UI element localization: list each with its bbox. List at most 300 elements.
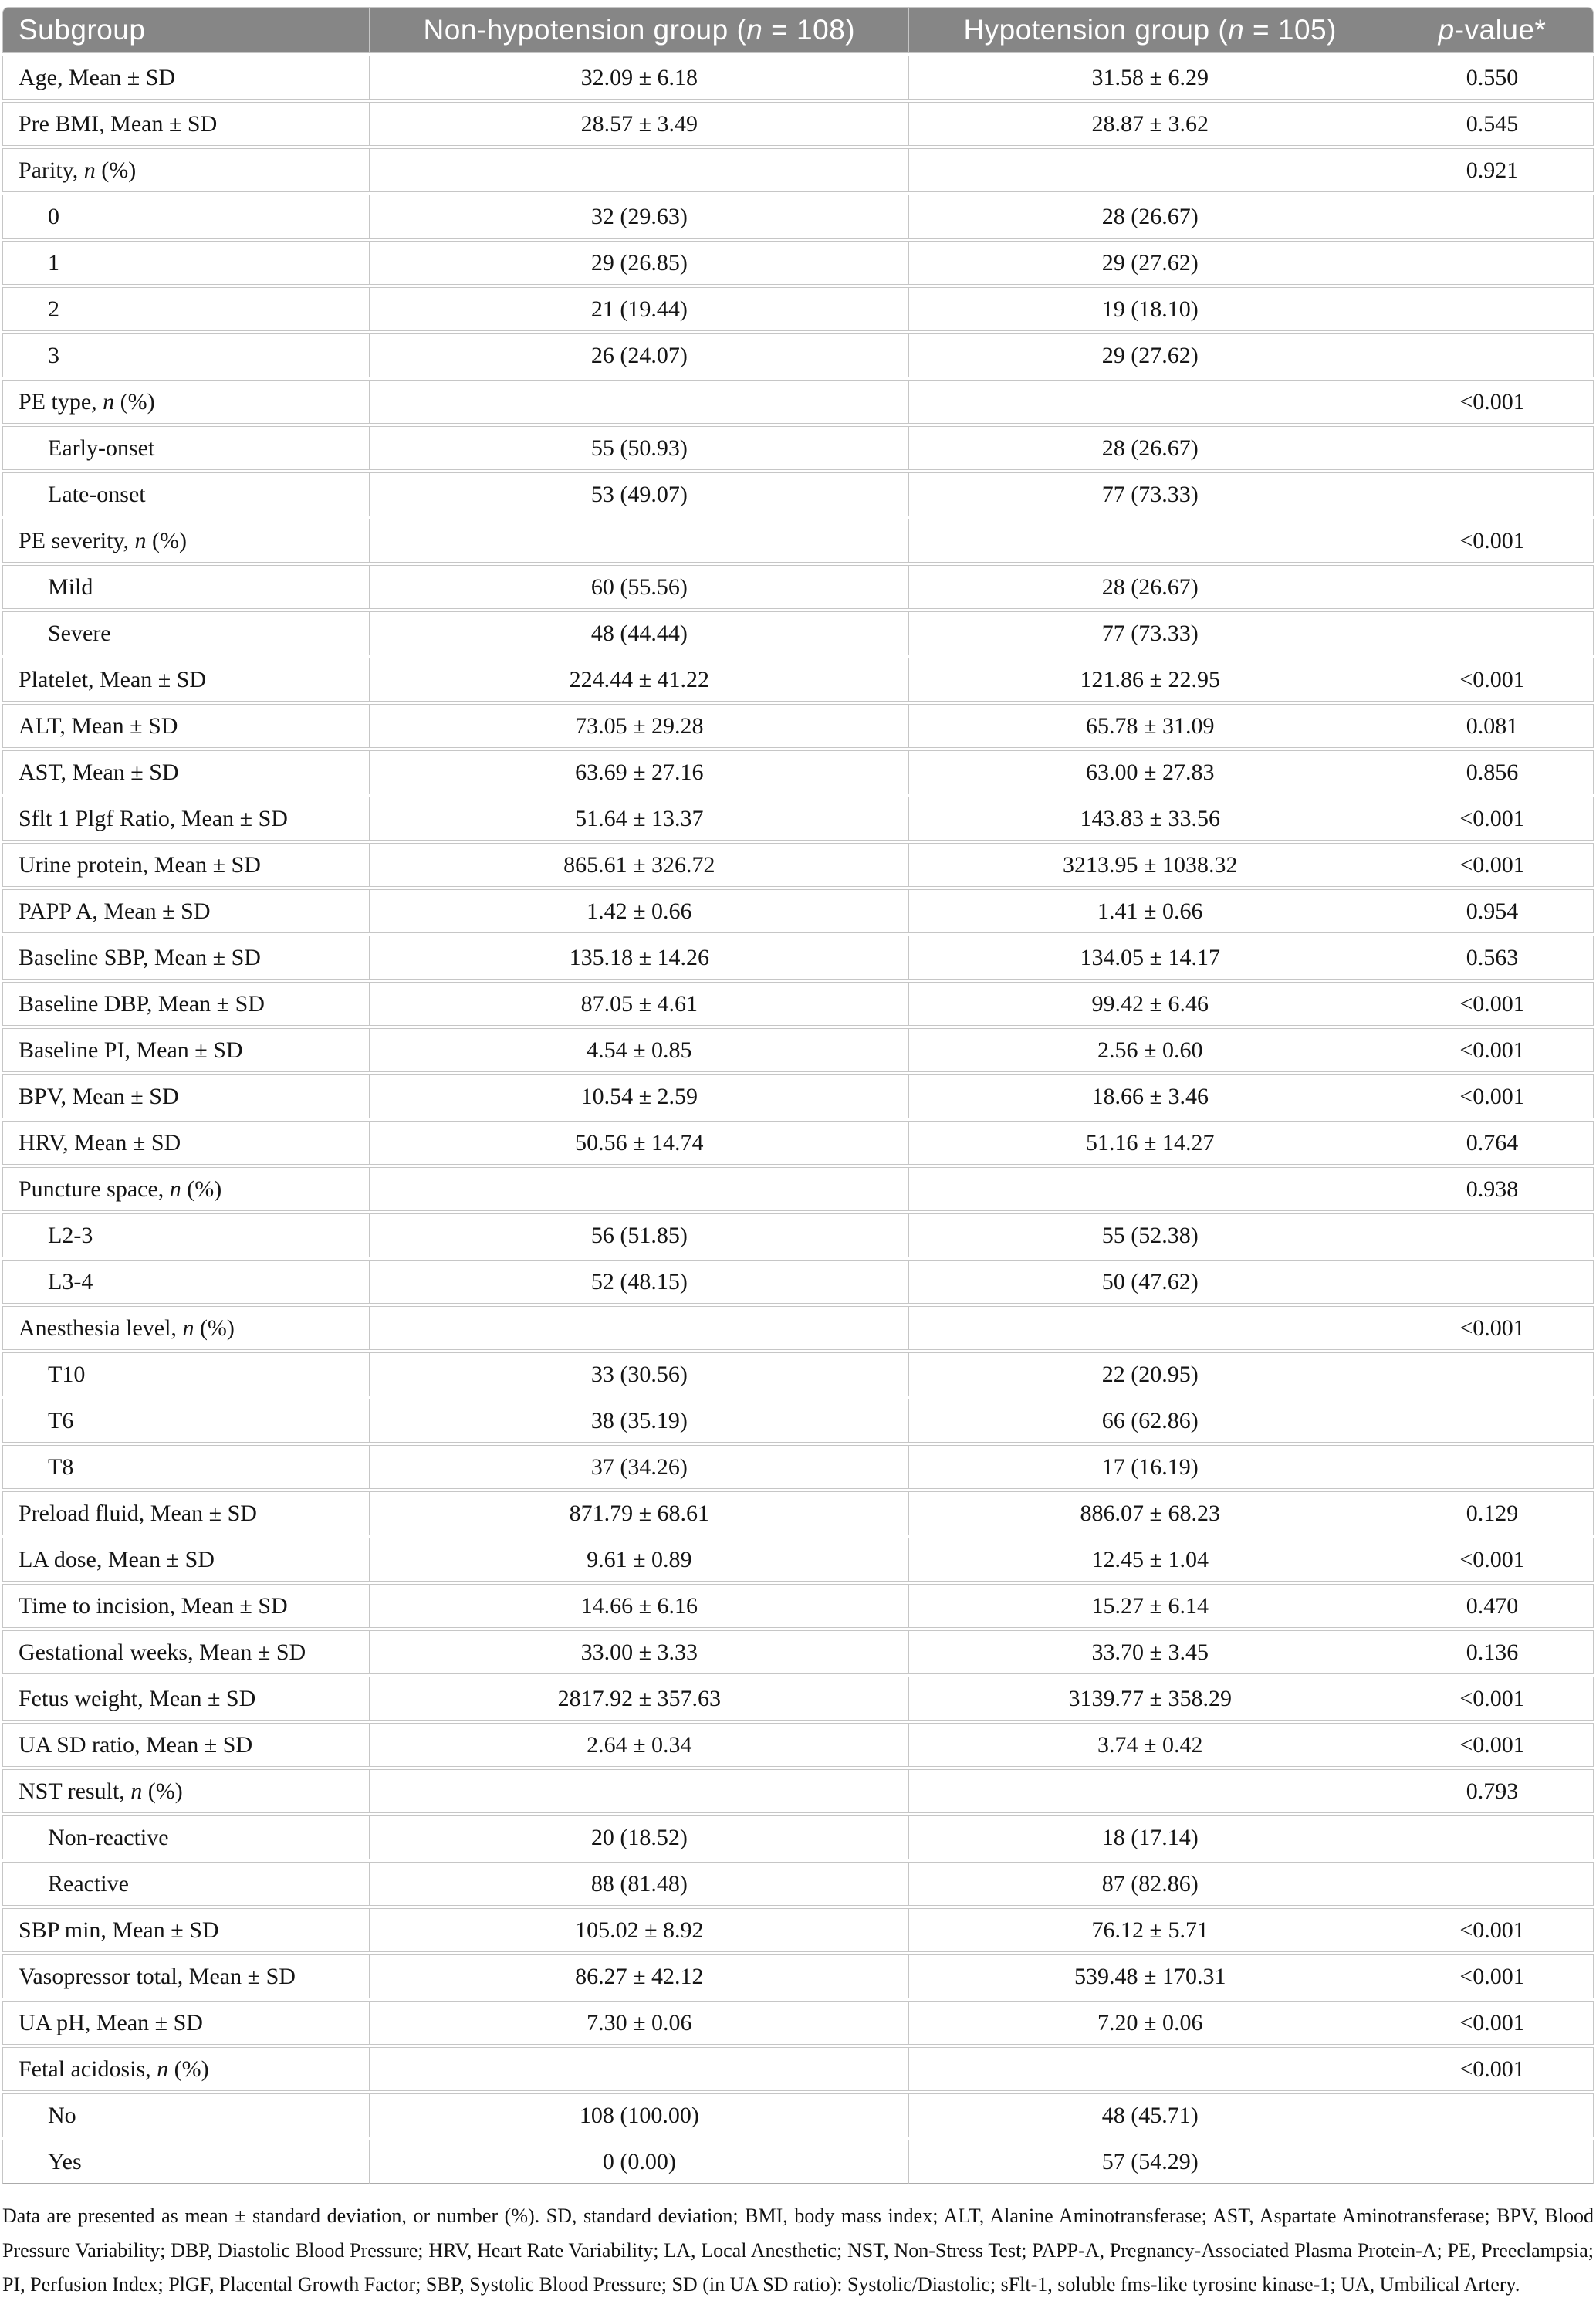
table-row	[2, 1954, 1594, 1998]
non-hypotension-value: 21 (19.44)	[370, 287, 909, 331]
hypotension-value	[909, 519, 1391, 563]
non-hypotension-value: 87.05 ± 4.61	[370, 982, 909, 1026]
italic-term: n	[134, 527, 147, 553]
non-hypotension-value: 73.05 ± 29.28	[370, 704, 909, 748]
text-segment: Vasopressor total, Mean ± SD	[19, 1963, 296, 1989]
p-value	[1391, 472, 1594, 516]
italic-term: n	[1228, 14, 1245, 46]
group-comparison-table	[2, 5, 1594, 2187]
hypotension-value: 134.05 ± 14.17	[909, 936, 1391, 980]
text-segment: Baseline DBP, Mean ± SD	[19, 990, 265, 1017]
p-value: 0.954	[1391, 889, 1594, 933]
text-segment: ALT, Mean ± SD	[19, 712, 178, 739]
non-hypotension-value	[370, 148, 909, 192]
italic-term: n	[83, 157, 96, 183]
table-figure	[2, 5, 1594, 2303]
table-row	[2, 1723, 1594, 1767]
p-value	[1391, 1815, 1594, 1859]
non-hypotension-value: 105.02 ± 8.92	[370, 1908, 909, 1952]
non-hypotension-value: 7.30 ± 0.06	[370, 2001, 909, 2045]
table-row	[2, 797, 1594, 841]
text-segment: NST result,	[19, 1778, 131, 1804]
non-hypotension-value: 1.42 ± 0.66	[370, 889, 909, 933]
text-segment: Yes	[48, 2148, 82, 2174]
non-hypotension-value: 50.56 ± 14.74	[370, 1121, 909, 1165]
italic-term: n	[157, 2056, 169, 2082]
hypotension-value: 12.45 ± 1.04	[909, 1538, 1391, 1582]
table-row	[2, 1862, 1594, 1906]
text-segment: T10	[48, 1361, 86, 1387]
text-segment: (%)	[181, 1176, 222, 1202]
row-label	[2, 889, 370, 933]
text-segment: HRV, Mean ± SD	[19, 1129, 181, 1156]
non-hypotension-value: 56 (51.85)	[370, 1213, 909, 1257]
text-segment: = 108)	[762, 14, 856, 46]
text-segment: L3-4	[48, 1268, 93, 1294]
text-segment: 3	[48, 342, 59, 368]
table-row	[2, 102, 1594, 146]
text-segment: T6	[48, 1407, 74, 1433]
row-label	[2, 1769, 370, 1813]
table-row	[2, 241, 1594, 285]
non-hypotension-value: 32 (29.63)	[370, 195, 909, 239]
p-value: 0.081	[1391, 704, 1594, 748]
row-label	[2, 843, 370, 887]
column-header-subgroup	[2, 7, 370, 53]
hypotension-value	[909, 1167, 1391, 1211]
table-row	[2, 704, 1594, 748]
hypotension-value	[909, 2047, 1391, 2091]
p-value	[1391, 1352, 1594, 1396]
p-value: <0.001	[1391, 658, 1594, 702]
hypotension-value: 77 (73.33)	[909, 611, 1391, 655]
text-segment: PE severity,	[19, 527, 135, 553]
p-value: <0.001	[1391, 2001, 1594, 2045]
hypotension-value: 63.00 ± 27.83	[909, 750, 1391, 794]
hypotension-value	[909, 1306, 1391, 1350]
row-label	[2, 982, 370, 1026]
row-label	[2, 658, 370, 702]
non-hypotension-value	[370, 2047, 909, 2091]
table-row	[2, 750, 1594, 794]
text-segment: Severe	[48, 620, 111, 646]
row-sublabel	[2, 2093, 370, 2137]
table-row	[2, 1121, 1594, 1165]
non-hypotension-value	[370, 1769, 909, 1813]
p-value	[1391, 2140, 1594, 2184]
row-sublabel	[2, 472, 370, 516]
hypotension-value: 2.56 ± 0.60	[909, 1028, 1391, 1072]
p-value: 0.129	[1391, 1491, 1594, 1535]
row-label	[2, 1121, 370, 1165]
hypotension-value: 18.66 ± 3.46	[909, 1074, 1391, 1118]
p-value: <0.001	[1391, 797, 1594, 841]
hypotension-value: 31.58 ± 6.29	[909, 56, 1391, 100]
hypotension-value: 19 (18.10)	[909, 287, 1391, 331]
table-row	[2, 472, 1594, 516]
text-segment: Fetus weight, Mean ± SD	[19, 1685, 256, 1711]
non-hypotension-value	[370, 1306, 909, 1350]
non-hypotension-value: 33 (30.56)	[370, 1352, 909, 1396]
table-row	[2, 936, 1594, 980]
row-label	[2, 1723, 370, 1767]
text-segment: Baseline PI, Mean ± SD	[19, 1037, 243, 1063]
p-value: 0.563	[1391, 936, 1594, 980]
text-segment: Preload fluid, Mean ± SD	[19, 1500, 257, 1526]
row-sublabel	[2, 1445, 370, 1489]
non-hypotension-value: 53 (49.07)	[370, 472, 909, 516]
hypotension-value: 57 (54.29)	[909, 2140, 1391, 2184]
hypotension-value: 28 (26.67)	[909, 426, 1391, 470]
non-hypotension-value: 2.64 ± 0.34	[370, 1723, 909, 1767]
text-segment: Non-reactive	[48, 1824, 169, 1850]
row-sublabel	[2, 195, 370, 239]
table-row	[2, 1815, 1594, 1859]
row-label	[2, 1028, 370, 1072]
text-segment: UA pH, Mean ± SD	[19, 2009, 203, 2035]
non-hypotension-value: 48 (44.44)	[370, 611, 909, 655]
row-label	[2, 1584, 370, 1628]
p-value	[1391, 426, 1594, 470]
hypotension-value: 17 (16.19)	[909, 1445, 1391, 1489]
text-segment: 0	[48, 203, 59, 229]
text-segment: Subgroup	[19, 14, 146, 46]
table-row	[2, 1538, 1594, 1582]
p-value: 0.856	[1391, 750, 1594, 794]
non-hypotension-value: 52 (48.15)	[370, 1260, 909, 1304]
p-value: 0.764	[1391, 1121, 1594, 1165]
text-segment: Non-hypotension group (	[423, 14, 747, 46]
column-header-p-value	[1391, 7, 1594, 53]
text-segment: Mild	[48, 574, 93, 600]
table-row	[2, 148, 1594, 192]
table-body	[2, 56, 1594, 2184]
table-row	[2, 611, 1594, 655]
non-hypotension-value: 63.69 ± 27.16	[370, 750, 909, 794]
hypotension-value	[909, 148, 1391, 192]
p-value: <0.001	[1391, 519, 1594, 563]
row-label	[2, 148, 370, 192]
text-segment: Gestational weeks, Mean ± SD	[19, 1639, 306, 1665]
table-row	[2, 1352, 1594, 1396]
hypotension-value: 33.70 ± 3.45	[909, 1630, 1391, 1674]
hypotension-value: 65.78 ± 31.09	[909, 704, 1391, 748]
p-value	[1391, 1445, 1594, 1489]
italic-term: n	[103, 388, 115, 415]
p-value	[1391, 333, 1594, 377]
text-segment: (%)	[194, 1315, 235, 1341]
hypotension-value: 87 (82.86)	[909, 1862, 1391, 1906]
table-row	[2, 1306, 1594, 1350]
p-value: <0.001	[1391, 1028, 1594, 1072]
non-hypotension-value: 0 (0.00)	[370, 2140, 909, 2184]
row-label	[2, 1677, 370, 1721]
text-segment: (%)	[142, 1778, 183, 1804]
text-segment: Urine protein, Mean ± SD	[19, 851, 261, 878]
non-hypotension-value: 51.64 ± 13.37	[370, 797, 909, 841]
row-sublabel	[2, 611, 370, 655]
text-segment: Age, Mean ± SD	[19, 64, 176, 90]
row-label	[2, 2047, 370, 2091]
p-value: <0.001	[1391, 1954, 1594, 1998]
row-label	[2, 1074, 370, 1118]
p-value	[1391, 287, 1594, 331]
hypotension-value: 1.41 ± 0.66	[909, 889, 1391, 933]
table-row	[2, 658, 1594, 702]
text-segment: = 105)	[1244, 14, 1337, 46]
hypotension-value: 539.48 ± 170.31	[909, 1954, 1391, 1998]
text-segment: Late-onset	[48, 481, 146, 507]
table-row	[2, 2047, 1594, 2091]
non-hypotension-value: 29 (26.85)	[370, 241, 909, 285]
row-sublabel	[2, 1260, 370, 1304]
table-row	[2, 1028, 1594, 1072]
row-sublabel	[2, 1862, 370, 1906]
p-value: 0.793	[1391, 1769, 1594, 1813]
p-value: <0.001	[1391, 843, 1594, 887]
row-sublabel	[2, 426, 370, 470]
row-label	[2, 2001, 370, 2045]
non-hypotension-value: 86.27 ± 42.12	[370, 1954, 909, 1998]
table-row	[2, 1491, 1594, 1535]
row-sublabel	[2, 241, 370, 285]
hypotension-value: 886.07 ± 68.23	[909, 1491, 1391, 1535]
table-row	[2, 1769, 1594, 1813]
non-hypotension-value: 224.44 ± 41.22	[370, 658, 909, 702]
non-hypotension-value: 10.54 ± 2.59	[370, 1074, 909, 1118]
p-value: <0.001	[1391, 982, 1594, 1026]
p-value	[1391, 195, 1594, 239]
row-label	[2, 56, 370, 100]
row-sublabel	[2, 1213, 370, 1257]
non-hypotension-value: 26 (24.07)	[370, 333, 909, 377]
hypotension-value: 29 (27.62)	[909, 333, 1391, 377]
non-hypotension-value: 9.61 ± 0.89	[370, 1538, 909, 1582]
p-value: <0.001	[1391, 1306, 1594, 1350]
hypotension-value: 55 (52.38)	[909, 1213, 1391, 1257]
non-hypotension-value: 38 (35.19)	[370, 1399, 909, 1443]
hypotension-value	[909, 1769, 1391, 1813]
non-hypotension-value: 33.00 ± 3.33	[370, 1630, 909, 1674]
text-segment: Platelet, Mean ± SD	[19, 666, 207, 692]
italic-term: n	[746, 14, 763, 46]
row-label	[2, 380, 370, 424]
p-value: 0.550	[1391, 56, 1594, 100]
table-row	[2, 1908, 1594, 1952]
hypotension-value: 7.20 ± 0.06	[909, 2001, 1391, 2045]
non-hypotension-value: 88 (81.48)	[370, 1862, 909, 1906]
p-value: <0.001	[1391, 2047, 1594, 2091]
table-row	[2, 519, 1594, 563]
text-segment: Fetal acidosis,	[19, 2056, 157, 2082]
p-value: 0.921	[1391, 148, 1594, 192]
table-row	[2, 889, 1594, 933]
hypotension-value: 121.86 ± 22.95	[909, 658, 1391, 702]
table-row	[2, 1677, 1594, 1721]
table-header-row	[2, 7, 1594, 53]
non-hypotension-value: 32.09 ± 6.18	[370, 56, 909, 100]
table-row	[2, 1074, 1594, 1118]
text-segment: (%)	[146, 527, 188, 553]
row-sublabel	[2, 1352, 370, 1396]
non-hypotension-value: 135.18 ± 14.26	[370, 936, 909, 980]
hypotension-value: 15.27 ± 6.14	[909, 1584, 1391, 1628]
non-hypotension-value: 14.66 ± 6.16	[370, 1584, 909, 1628]
non-hypotension-value	[370, 380, 909, 424]
row-label	[2, 797, 370, 841]
table-row	[2, 1630, 1594, 1674]
column-header-non-hypotension-group	[370, 7, 909, 53]
row-sublabel	[2, 565, 370, 609]
p-value: 0.470	[1391, 1584, 1594, 1628]
non-hypotension-value: 28.57 ± 3.49	[370, 102, 909, 146]
text-segment: BPV, Mean ± SD	[19, 1083, 179, 1109]
p-value: <0.001	[1391, 1908, 1594, 1952]
row-label	[2, 1630, 370, 1674]
row-label	[2, 1538, 370, 1582]
p-value: <0.001	[1391, 1723, 1594, 1767]
text-segment: Baseline SBP, Mean ± SD	[19, 944, 261, 970]
table-row	[2, 565, 1594, 609]
table-row	[2, 1584, 1594, 1628]
row-label	[2, 750, 370, 794]
p-value: 0.136	[1391, 1630, 1594, 1674]
row-sublabel	[2, 2140, 370, 2184]
text-segment: LA dose, Mean ± SD	[19, 1546, 215, 1572]
non-hypotension-value: 865.61 ± 326.72	[370, 843, 909, 887]
non-hypotension-value: 20 (18.52)	[370, 1815, 909, 1859]
table-row	[2, 1260, 1594, 1304]
row-label	[2, 519, 370, 563]
table-row	[2, 426, 1594, 470]
non-hypotension-value	[370, 1167, 909, 1211]
p-value: <0.001	[1391, 1677, 1594, 1721]
table-row	[2, 380, 1594, 424]
italic-term: p	[1438, 14, 1455, 46]
hypotension-value: 28 (26.67)	[909, 195, 1391, 239]
text-segment: (%)	[95, 157, 137, 183]
row-sublabel	[2, 287, 370, 331]
hypotension-value: 3139.77 ± 358.29	[909, 1677, 1391, 1721]
hypotension-value: 143.83 ± 33.56	[909, 797, 1391, 841]
text-segment: Reactive	[48, 1870, 129, 1897]
table-row	[2, 195, 1594, 239]
table-row	[2, 2140, 1594, 2184]
p-value	[1391, 1213, 1594, 1257]
p-value: 0.938	[1391, 1167, 1594, 1211]
text-segment: Anesthesia level,	[19, 1315, 183, 1341]
hypotension-value: 22 (20.95)	[909, 1352, 1391, 1396]
text-segment: Early-onset	[48, 435, 155, 461]
non-hypotension-value	[370, 519, 909, 563]
table-row	[2, 333, 1594, 377]
text-segment: Time to incision, Mean ± SD	[19, 1592, 288, 1619]
italic-term: n	[182, 1315, 194, 1341]
row-label	[2, 1954, 370, 1998]
table-row	[2, 1445, 1594, 1489]
hypotension-value: 50 (47.62)	[909, 1260, 1391, 1304]
hypotension-value: 76.12 ± 5.71	[909, 1908, 1391, 1952]
p-value	[1391, 241, 1594, 285]
row-label	[2, 1491, 370, 1535]
hypotension-value: 18 (17.14)	[909, 1815, 1391, 1859]
p-value	[1391, 565, 1594, 609]
row-label	[2, 1306, 370, 1350]
text-segment: 1	[48, 249, 59, 276]
text-segment: AST, Mean ± SD	[19, 759, 179, 785]
hypotension-value: 28 (26.67)	[909, 565, 1391, 609]
table-row	[2, 56, 1594, 100]
text-segment: (%)	[168, 2056, 209, 2082]
table-row	[2, 843, 1594, 887]
non-hypotension-value: 60 (55.56)	[370, 565, 909, 609]
non-hypotension-value: 4.54 ± 0.85	[370, 1028, 909, 1072]
table-row	[2, 1213, 1594, 1257]
non-hypotension-value: 37 (34.26)	[370, 1445, 909, 1489]
table-row	[2, 1399, 1594, 1443]
hypotension-value: 3213.95 ± 1038.32	[909, 843, 1391, 887]
column-header-hypotension-group	[909, 7, 1391, 53]
non-hypotension-value: 108 (100.00)	[370, 2093, 909, 2137]
text-segment: UA SD ratio, Mean ± SD	[19, 1731, 253, 1758]
text-segment: T8	[48, 1453, 74, 1480]
hypotension-value: 99.42 ± 6.46	[909, 982, 1391, 1026]
text-segment: PAPP A, Mean ± SD	[19, 898, 211, 924]
row-sublabel	[2, 333, 370, 377]
non-hypotension-value: 2817.92 ± 357.63	[370, 1677, 909, 1721]
row-label	[2, 102, 370, 146]
text-segment: Hypotension group (	[963, 14, 1229, 46]
p-value	[1391, 1399, 1594, 1443]
row-label	[2, 704, 370, 748]
text-segment: SBP min, Mean ± SD	[19, 1917, 219, 1943]
text-segment: PE type,	[19, 388, 103, 415]
italic-term: n	[169, 1176, 181, 1202]
non-hypotension-value: 55 (50.93)	[370, 426, 909, 470]
text-segment: L2-3	[48, 1222, 93, 1248]
table-header	[2, 7, 1594, 53]
text-segment: Puncture space,	[19, 1176, 170, 1202]
row-sublabel	[2, 1815, 370, 1859]
italic-term: n	[130, 1778, 143, 1804]
non-hypotension-value: 871.79 ± 68.61	[370, 1491, 909, 1535]
table-row	[2, 1167, 1594, 1211]
hypotension-value: 28.87 ± 3.62	[909, 102, 1391, 146]
p-value	[1391, 1862, 1594, 1906]
table-row	[2, 287, 1594, 331]
table-footnote: Data are presented as mean ± standard deviation, or number (%). SD, standard deviation; BMI, body mass index; ALT, Alanine Aminotransferase; AST, Aspartate Aminotransferase; BPV, Blood Pressure Variability; DBP, Diastolic Blood Pressure; HRV, Heart Rate Variability; LA, Local Anesthetic; NST, Non-Stress Test; PAPP-A, Pregnancy-Associated Plasma Protein-A; PE, Preeclampsia; PI, Perfusion Index; PlGF, Placental Growth Factor; SBP, Systolic Blood Pressure; SD (in UA SD ratio): Systolic/Diastolic; sFlt-1, soluble fms-like tyrosine kinase-1; UA, Umbilical Artery.	[2, 2205, 1594, 2296]
hypotension-value: 51.16 ± 14.27	[909, 1121, 1391, 1165]
text-segment: No	[48, 2102, 76, 2128]
hypotension-value: 29 (27.62)	[909, 241, 1391, 285]
p-value	[1391, 611, 1594, 655]
row-label	[2, 1167, 370, 1211]
hypotension-value	[909, 380, 1391, 424]
p-value: <0.001	[1391, 1538, 1594, 1582]
p-value: <0.001	[1391, 380, 1594, 424]
p-value	[1391, 2093, 1594, 2137]
table-row	[2, 982, 1594, 1026]
p-value	[1391, 1260, 1594, 1304]
row-label	[2, 936, 370, 980]
text-segment: 2	[48, 296, 59, 322]
hypotension-value: 77 (73.33)	[909, 472, 1391, 516]
table-row	[2, 2001, 1594, 2045]
text-segment: (%)	[114, 388, 155, 415]
hypotension-value: 3.74 ± 0.42	[909, 1723, 1391, 1767]
hypotension-value: 48 (45.71)	[909, 2093, 1391, 2137]
text-segment: -value*	[1454, 14, 1547, 46]
